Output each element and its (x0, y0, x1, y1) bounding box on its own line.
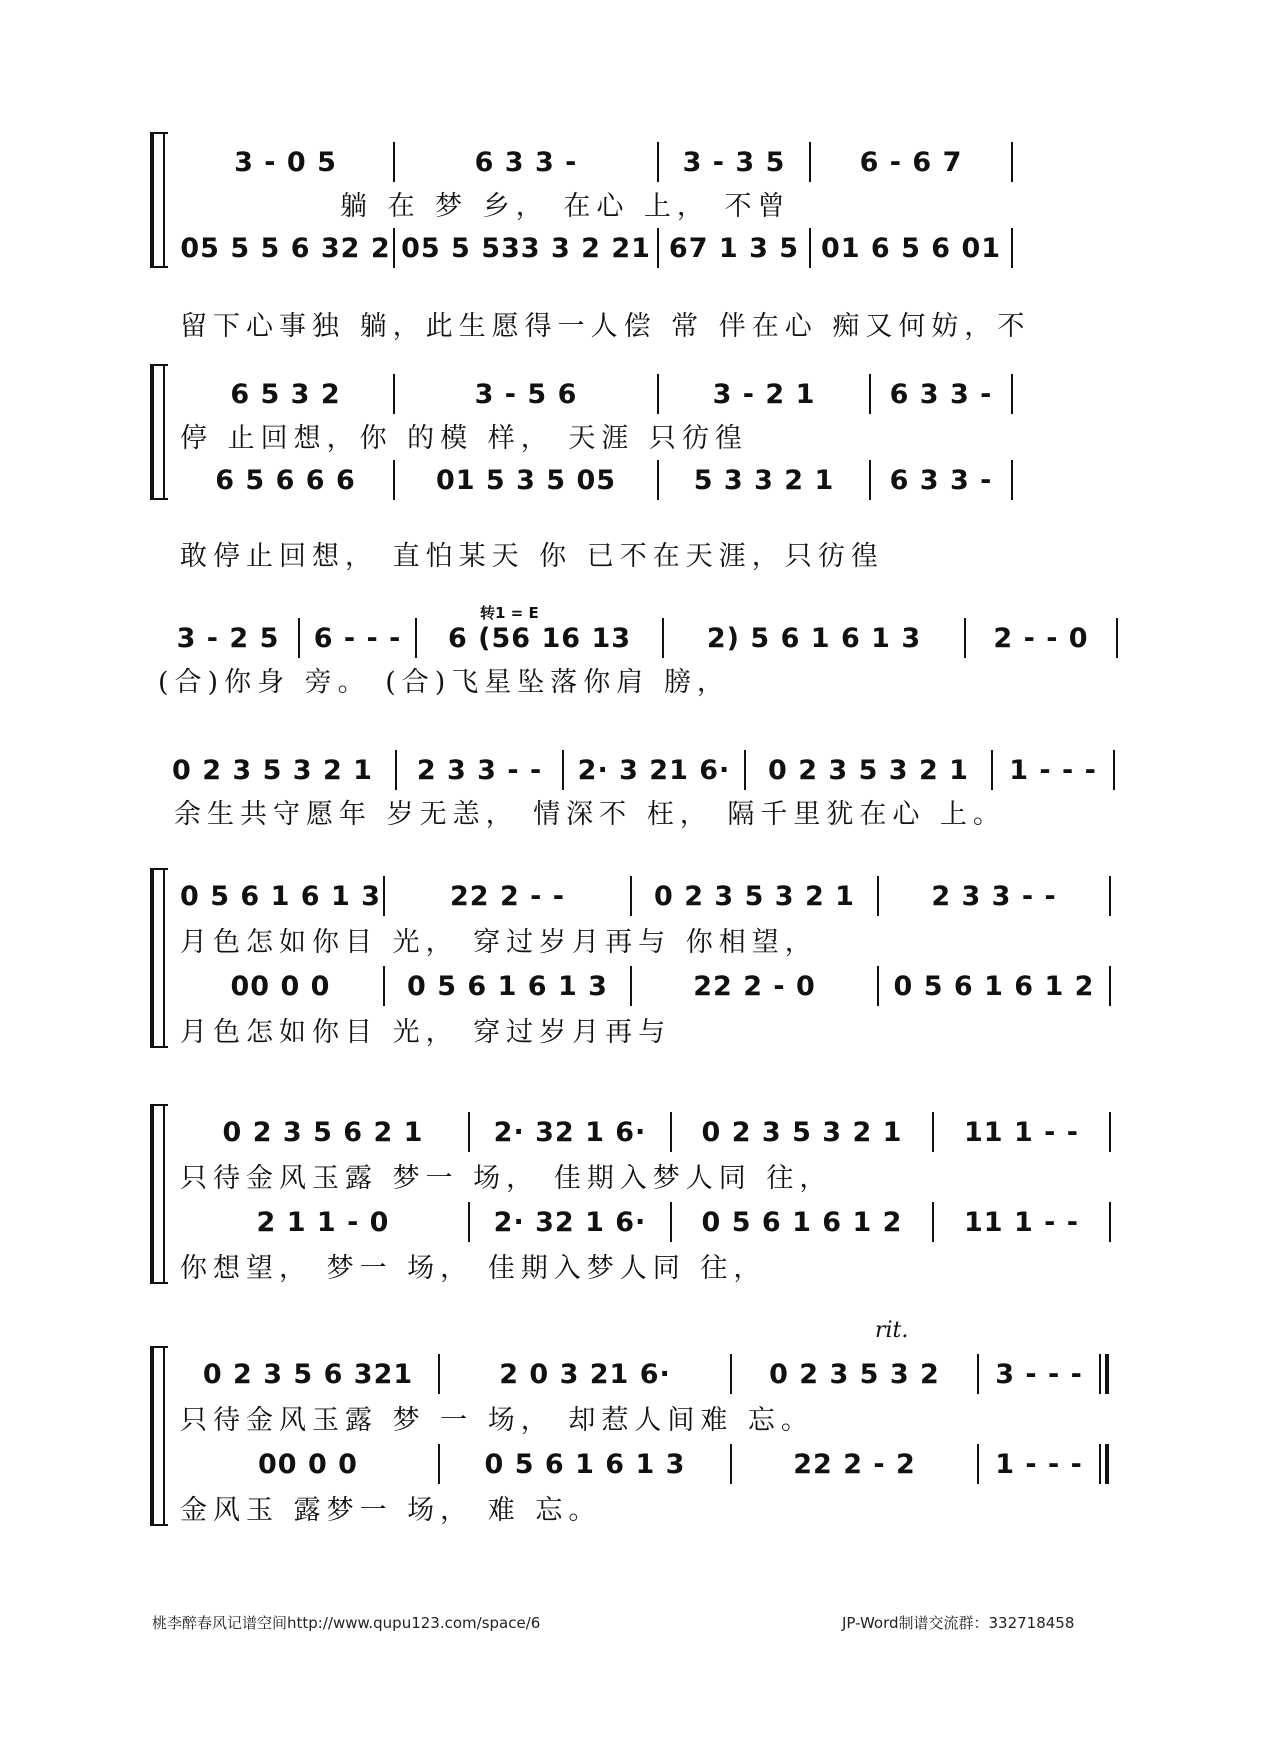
measure: 00 0 0 (258, 1448, 358, 1480)
lyrics-line: 躺 在 梦 乡， 在心 上， 不曾 (340, 190, 791, 222)
lyrics-line: 月色怎如你目 光， 穿过岁月再与 你相望， (180, 926, 818, 958)
measure: 00 0 0 (230, 970, 331, 1002)
notes-row (178, 1442, 1128, 1486)
lyrics-line: 金风玉 露梦一 场， 难 忘。 (180, 1494, 602, 1526)
measure: 0 5 6 1 6 1 3 (484, 1448, 686, 1480)
notes-row (150, 748, 1128, 792)
system-bracket (150, 868, 168, 1048)
lyrics-line: 留下心事独 躺，此生愿得一人偿 常 伴在心 痴又何妨，不 (180, 310, 1031, 342)
solo-line-2 (150, 744, 1128, 834)
lyrics-line: (合)你身 旁。 (合)飞星坠落你肩 膀， (158, 666, 730, 698)
measure: 3 - 3 5 (682, 146, 786, 178)
notes-row (178, 226, 1128, 270)
measure: 1 - - - (1009, 754, 1097, 786)
measure: 0 5 6 1 6 1 3 (407, 970, 608, 1002)
measure: 6 3 3 - (474, 146, 578, 178)
measure: 6 3 3 - (889, 464, 993, 496)
system-1 (150, 132, 1128, 268)
measure: 6 5 3 2 (230, 378, 341, 410)
measure: 11 1 - - (964, 1206, 1079, 1238)
measure: 0 2 3 5 3 2 (769, 1358, 940, 1390)
measure: 6 - - - (313, 622, 402, 654)
measure: 0 2 3 5 3 2 1 (701, 1116, 903, 1148)
measure: 3 - 5 6 (474, 378, 578, 410)
measure: 6 5 6 6 6 (215, 464, 356, 496)
measure: 0 5 6 1 6 1 3 (180, 880, 381, 912)
lyrics-line: 余生共守愿年 岁无恙， 情深不 枉， 隔千里犹在心 上。 (174, 798, 1006, 830)
solo-line-1 (150, 604, 1128, 702)
lyrics-line: 你想望， 梦一 场， 佳期入梦人同 往， (180, 1252, 767, 1284)
measure: 22 2 - 0 (693, 970, 816, 1002)
measure: 6 (56 16 13 (447, 622, 632, 654)
measure: 2· 32 1 6· (493, 1206, 647, 1238)
notes-row (178, 1200, 1128, 1244)
system-3 (150, 868, 1128, 1048)
measure: 05 5 5 6 32 2 (180, 232, 391, 264)
measure: 2· 32 1 6· (493, 1116, 647, 1148)
key-change: 转1 = E (480, 604, 539, 622)
measure: 22 2 - 2 (793, 1448, 916, 1480)
lyrics-line: 只待金风玉露 梦一 场， 佳期入梦人同 往， (180, 1162, 833, 1194)
measure: 0 2 3 5 3 2 1 (172, 754, 373, 786)
measure: 2 3 3 - - (931, 880, 1057, 912)
notes-row (178, 372, 1128, 416)
measure: 2· 3 21 6· (577, 754, 731, 786)
measure: 3 - 0 5 (234, 146, 337, 178)
measure: 0 2 3 5 3 2 1 (768, 754, 969, 786)
notes-row (158, 616, 1128, 660)
system-bracket (150, 364, 168, 500)
system-2 (150, 364, 1128, 500)
measure: 2 - - 0 (993, 622, 1089, 654)
lyrics-line: 只待金风玉露 梦 一 场， 却惹人间难 忘。 (180, 1404, 814, 1436)
system-5 (150, 1346, 1128, 1526)
measure: 0 2 3 5 6 321 (202, 1358, 414, 1390)
measure: 11 1 - - (964, 1116, 1079, 1148)
measure: 01 6 5 6 01 (820, 232, 1002, 264)
notes-row (178, 874, 1128, 918)
measure: 3 - 2 5 (176, 622, 280, 654)
measure: 2) 5 6 1 6 1 3 (706, 622, 922, 654)
lyrics-line: 停 止回想，你 的模 样， 天涯 只彷徨 (180, 422, 748, 454)
notes-row (178, 1110, 1128, 1154)
measure: 1 - - - (995, 1448, 1083, 1480)
measure: 01 5 3 5 05 (435, 464, 617, 496)
measure: 5 3 3 2 1 (693, 464, 835, 496)
measure: 0 2 3 5 6 2 1 (222, 1116, 424, 1148)
footer-source: 桃李醉春风记谱空间http://www.qupu123.com/space/6 (152, 1614, 541, 1632)
lyrics-line: 月色怎如你目 光， 穿过岁月再与 (180, 1016, 672, 1048)
measure: 6 3 3 - (889, 378, 993, 410)
system-bracket (150, 1104, 168, 1284)
measure: 22 2 - - (450, 880, 565, 912)
notes-row (178, 1352, 1128, 1396)
notes-row (178, 458, 1128, 502)
measure: 0 5 6 1 6 1 2 (701, 1206, 903, 1238)
system-4 (150, 1104, 1128, 1284)
measure: 05 5 533 3 2 21 (401, 232, 651, 264)
footer-group: JP-Word制谱交流群：332718458 (842, 1614, 1075, 1632)
notes-row (178, 140, 1128, 184)
measure: 3 - - - (995, 1358, 1083, 1390)
measure: 2 0 3 21 6· (499, 1358, 671, 1390)
system-bracket (150, 1346, 168, 1526)
measure: 67 1 3 5 (668, 232, 800, 264)
measure: 2 1 1 - 0 (256, 1206, 390, 1238)
notes-row (178, 964, 1128, 1008)
tempo-marking: rit. (875, 1318, 909, 1343)
measure: 0 2 3 5 3 2 1 (654, 880, 855, 912)
measure: 2 3 3 - - (416, 754, 543, 786)
system-bracket (150, 132, 168, 268)
lyrics-line: 敢停止回想， 直怕某天 你 已不在天涯，只彷徨 (180, 540, 884, 572)
measure: 3 - 2 1 (712, 378, 816, 410)
measure: 0 5 6 1 6 1 2 (893, 970, 1095, 1002)
measure: 6 - 6 7 (859, 146, 963, 178)
